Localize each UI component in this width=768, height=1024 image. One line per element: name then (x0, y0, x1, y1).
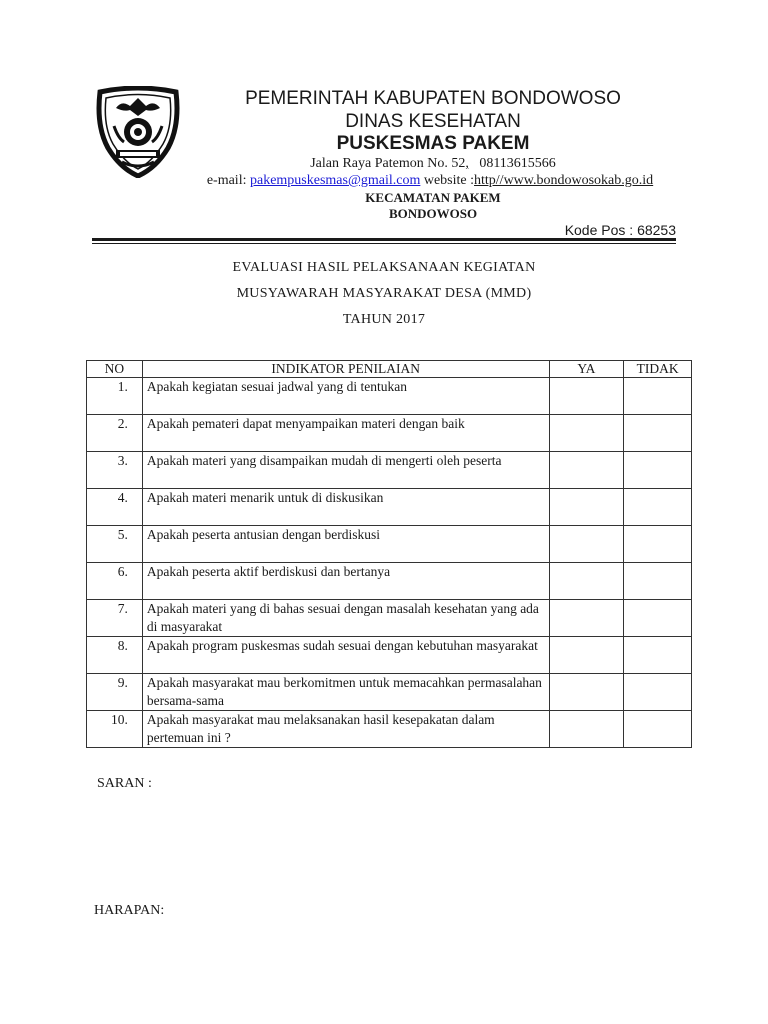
row-indikator: Apakah kegiatan sesuai jadwal yang di tentukan (142, 378, 549, 415)
header-ya: YA (549, 361, 624, 378)
table-row (87, 600, 692, 637)
header-contact (150, 173, 710, 189)
row-number: 5. (87, 526, 143, 563)
header-address (190, 156, 676, 172)
row-ya-cell[interactable] (549, 526, 624, 563)
row-number: 6. (87, 563, 143, 600)
header-kecamatan: KECAMATAN PAKEM (365, 190, 501, 205)
row-indikator: Apakah materi yang di bahas sesuai dengan masalah kesehatan yang ada di masyarakat (142, 600, 549, 637)
document-title-line2: MUSYAWARAH MASYARAKAT DESA (MMD) (236, 286, 532, 301)
table-row (87, 378, 692, 415)
row-tidak-cell[interactable] (624, 452, 692, 489)
table-row (87, 674, 692, 711)
row-tidak-cell[interactable] (624, 637, 692, 674)
header-rule-thick (92, 238, 676, 241)
saran-label: SARAN : (97, 776, 152, 791)
document-title-year: TAHUN 2017 (342, 312, 426, 327)
row-ya-cell[interactable] (549, 415, 624, 452)
table-row (87, 711, 692, 748)
row-tidak-cell[interactable] (624, 674, 692, 711)
evaluation-table (86, 360, 692, 748)
header-indikator: INDIKATOR PENILAIAN (142, 361, 549, 378)
bondowoso-regency-emblem-icon (92, 86, 184, 178)
email-link[interactable] (250, 173, 420, 188)
row-number: 1. (87, 378, 143, 415)
address-separator: , (465, 156, 469, 171)
website-label: website : (420, 173, 475, 188)
row-tidak-cell[interactable] (624, 600, 692, 637)
row-number: 7. (87, 600, 143, 637)
table-row (87, 489, 692, 526)
row-indikator: Apakah materi yang disampaikan mudah di mengerti oleh peserta (142, 452, 549, 489)
row-number: 10. (87, 711, 143, 748)
row-ya-cell[interactable] (549, 452, 624, 489)
address-text: Jalan Raya Patemon No. 52 (310, 156, 466, 171)
row-ya-cell[interactable] (549, 563, 624, 600)
table-header-row (87, 361, 692, 378)
row-tidak-cell[interactable] (624, 489, 692, 526)
row-ya-cell[interactable] (549, 674, 624, 711)
row-ya-cell[interactable] (549, 378, 624, 415)
row-indikator: Apakah masyarakat mau berkomitmen untuk memacahkan permasalahan bersama-sama (142, 674, 549, 711)
header-government: PEMERINTAH KABUPATEN BONDOWOSO (245, 88, 621, 109)
row-indikator: Apakah masyarakat mau melaksanakan hasil kesepakatan dalam pertemuan ini ? (142, 711, 549, 748)
email-label: e-mail: (206, 173, 250, 188)
row-indikator: Apakah peserta aktif berdiskusi dan bertanya (142, 563, 549, 600)
table-row (87, 526, 692, 563)
row-number: 8. (87, 637, 143, 674)
table-row (87, 452, 692, 489)
header-department: DINAS KESEHATAN (345, 111, 521, 132)
email-domain: @gmail.com (347, 173, 421, 188)
row-indikator: Apakah pemateri dapat menyampaikan materi dengan baik (142, 415, 549, 452)
row-tidak-cell[interactable] (624, 378, 692, 415)
header-kode-pos: Kode Pos : 68253 (564, 222, 676, 238)
website-link[interactable]: http//www.bondowosokab.go.id (474, 173, 654, 188)
header-puskesmas: PUSKESMAS PAKEM (336, 133, 530, 154)
header-kota: BONDOWOSO (388, 206, 478, 221)
row-number: 2. (87, 415, 143, 452)
row-ya-cell[interactable] (549, 711, 624, 748)
row-indikator: Apakah program puskesmas sudah sesuai dengan kebutuhan masyarakat (142, 637, 549, 674)
header-tidak: TIDAK (624, 361, 692, 378)
row-number: 3. (87, 452, 143, 489)
row-tidak-cell[interactable] (624, 563, 692, 600)
table-row (87, 563, 692, 600)
row-indikator: Apakah peserta antusian dengan berdiskusi (142, 526, 549, 563)
row-indikator: Apakah materi menarik untuk di diskusikan (142, 489, 549, 526)
row-tidak-cell[interactable] (624, 711, 692, 748)
document-title-line1: EVALUASI HASIL PELAKSANAAN KEGIATAN (232, 260, 536, 275)
table-row (87, 637, 692, 674)
harapan-label: HARAPAN: (94, 903, 165, 918)
row-ya-cell[interactable] (549, 489, 624, 526)
header-rule-thin (92, 243, 676, 244)
row-ya-cell[interactable] (549, 600, 624, 637)
row-ya-cell[interactable] (549, 637, 624, 674)
phone-number: 08113615566 (479, 156, 556, 171)
row-tidak-cell[interactable] (624, 415, 692, 452)
row-number: 9. (87, 674, 143, 711)
row-tidak-cell[interactable] (624, 526, 692, 563)
table-row (87, 415, 692, 452)
header-no: NO (87, 361, 143, 378)
email-user: pakempuskesmas (249, 173, 348, 188)
row-number: 4. (87, 489, 143, 526)
